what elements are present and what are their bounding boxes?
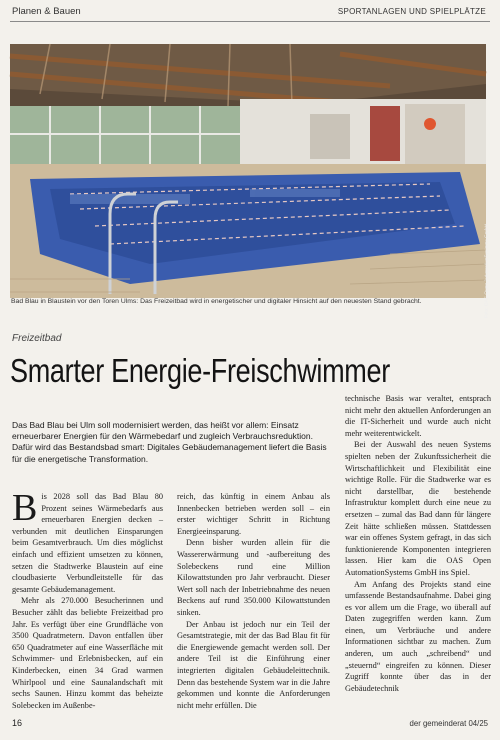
article-kicker: Freizeitbad [12, 333, 62, 344]
header-rule [10, 21, 490, 22]
paragraph: Bei der Auswahl des neuen Systems spielten neben der Zukunftssicherheit die Wirtschaftlichkeit und Flexibilität eine wichtige Rolle. Für die Stadtwerke war es nicht darstellbar, die bestehende Infrastruktur komplett durch eine neue zu ersetzen – zumal das Bad dann für längere Zeit hätte schließen müssen. Stattdessen war ein offenes System gefragt, in das sich funktionierende Komponenten integrieren lassen. Hier kam die OAS Open AutomationSystems GmbH ins Spiel. [345, 440, 491, 577]
section-label: Planen & Bauen [12, 6, 81, 17]
paragraph: Denn bisher wurden allein für die Wassererwärmung und -aufbereitung des Solebeckens rund eine Million Kilowattstunden pro Jahr verbraucht. Dieser Wert soll nach der Inbetriebnahme des neuen Beckens auf rund 350.000 Kilowattstunden sinken. [177, 538, 330, 617]
article-title: Smarter Energie-Freischwimmer [10, 352, 390, 389]
article-column-2 [177, 491, 330, 711]
page-number: 16 [12, 718, 23, 728]
photo-credit: Foto: OAS Open AutomationSystems GmbH [484, 224, 489, 319]
paragraph: Mehr als 270.000 Besucherinnen und Besucher zählt das beliebte Freizeitbad pro Jahr. Es verfügt über eine Grundfläche von 3500 Quadratmetern. Davon entfallen über 650 Quadratmeter auf eine Wasserfläche mit Schwimmer- und Erlebnisbecken, auf ein Kinderbecken, einen 34 Grad warmen Whirlpool und eine Saunalandschaft mit sechs Saunen. Hinzu kommt das beheizte Solebecken im Außenbe- [12, 596, 163, 710]
paragraph: technische Basis war veraltet, entsprach nicht mehr den aktuellen Anforderungen an die IT-Sicherheit und wurde auch nicht mehr weiterentwickelt. [345, 394, 491, 438]
article-column-3 [345, 393, 491, 694]
paragraph: reich, das künftig in einem Anbau als Innenbecken betrieben werden soll – ein erster wichtiger Schritt in Richtung Energieeinsparung. [177, 492, 330, 536]
drop-cap: B [12, 487, 38, 529]
rubric-label: SPORTANLAGEN UND SPIELPLÄTZE [337, 7, 486, 16]
photo-caption: Bad Blau in Blaustein vor den Toren Ulms: Das Freizeitbad wird in energetischer und digitaler Hinsicht auf den neuesten Stand gebracht. [11, 298, 422, 305]
paragraph [12, 487, 163, 595]
paragraph: Der Anbau ist jedoch nur ein Teil der Gesamtstrategie, mit der das Bad Blau fit für die Energiewende gemacht werden soll. Der andere Teil ist die Einführung einer integrierten digitalen Gebäudeleittechnik. Denn das bestehende System war in die Jahre gekommen und konnte die Anforderungen nicht mehr erfüllen. Die [177, 619, 330, 710]
magazine-issue: der gemeinderat 04/25 [409, 719, 488, 728]
article-lead: Das Bad Blau bei Ulm soll modernisiert werden, das heißt vor allem: Einsatz erneuerbarer Energien für den Wärmebedarf und zugleich Verbrauchsreduktion. Dafür wird das Bestandsbad smart: Digitales Gebäudemanagement liefert die Basis für die energetische Transformation. [12, 420, 327, 464]
paragraph-text: is 2028 soll das Bad Blau 80 Prozent seines Wärmebedarfs aus erneuerbaren Energien decken – verbunden mit deutlichen Einsparungen beim Gesamtverbrauch. Um dies möglichst einfach und effizient umsetzen zu können, setzen die Stadtwerke Blaustein auf eine cloudbasierte Verbundleitstelle für das gesamte Gebäudemanagement. [12, 492, 163, 594]
paragraph: Am Anfang des Projekts stand eine umfassende Bestandsaufnahme. Dabei ging es vor allem um die Frage, wo überall auf Daten zugegriffen werden kann. Zum einen, um Verbräuche und andere Informationen sichtbar zu machen. Zum anderen, um auch „schreibend“ und „steuernd“ eingreifen zu können. Dieser Zugriff konnte über das in der Gebäudetechnik [345, 579, 491, 693]
article-column-1 [12, 487, 163, 711]
